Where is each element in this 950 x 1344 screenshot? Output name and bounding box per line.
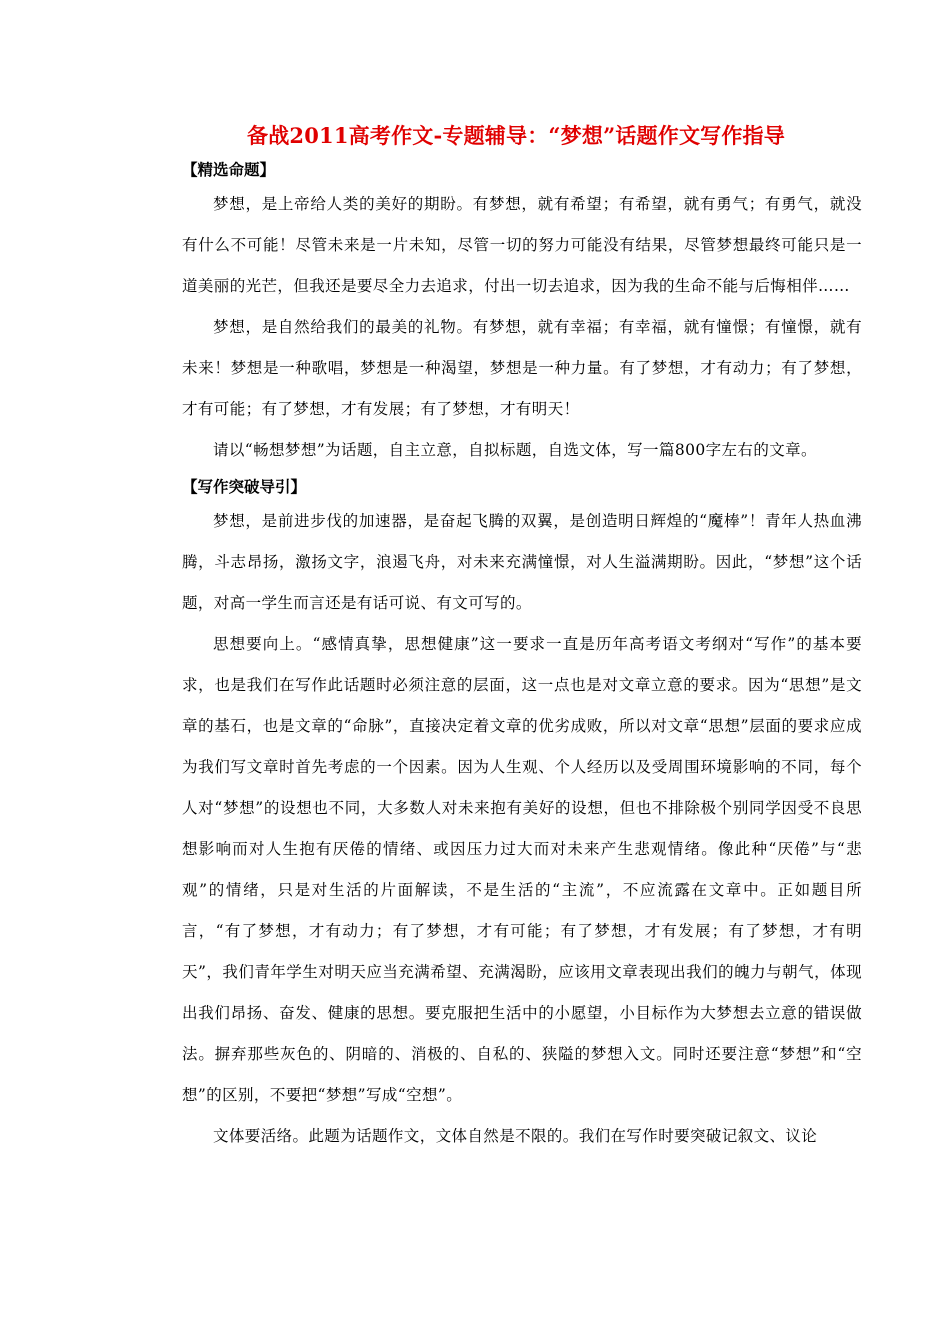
paragraph: 文体要活络。此题为话题作文，文体自然是不限的。我们在写作时要突破记叙文、议论 [213, 1127, 818, 1145]
section-heading: 【写作突破导引】 [182, 478, 307, 496]
paragraph: 梦想，是自然给我们的最美的礼物。有梦想，就有幸福；有幸福，就有憧憬；有憧憬，就有未来！梦想是一种歌唱，梦想是一种渴望，梦想是一种力量。有了梦想，才有动力；有了梦想，才有可能；有了梦想，才有发展；有了梦想，才有明天！ [182, 318, 862, 418]
document-page [182, 118, 862, 1157]
section-heading: 【精选命题】 [182, 161, 276, 179]
paragraph: 梦想，是前进步伐的加速器，是奋起飞腾的双翼，是创造明日辉煌的“魔棒”！青年人热血沸腾，斗志昂扬，激扬文字，浪遏飞舟，对未来充满憧憬，对人生溢满期盼。因此，“梦想”这个话题，对高一学生而言还是有话可说、有文可写的。 [182, 512, 862, 612]
paragraph: 梦想，是上帝给人类的美好的期盼。有梦想，就有希望；有希望，就有勇气；有勇气，就没有什么不可能！尽管未来是一片未知，尽管一切的努力可能没有结果，尽管梦想最终可能只是一道美丽的光芒，但我还是要尽全力去追求，付出一切去追求，因为我的生命不能与后悔相伴…… [182, 195, 862, 295]
paragraph: 思想要向上。“感情真挚，思想健康”这一要求一直是历年高考语文考纲对“写作”的基本要求，也是我们在写作此话题时必须注意的层面，这一点也是对文章立意的要求。因为“思想”是文章的基石，也是文章的“命脉”，直接决定着文章的优劣成败，所以对文章“思想”层面的要求应成为我们写文章时首先考虑的一个因素。因为人生观、个人经历以及受周围环境影响的不同，每个人对“梦想”的设想也不同，大多数人对未来抱有美好的设想，但也不排除极个别同学因受不良思想影响而对人生抱有厌倦的情绪、或因压力过大而对未来产生悲观情绪。像此种“厌倦”与“悲观”的情绪，只是对生活的片面解读，不是生活的“主流”，不应流露在文章中。正如题目所言，“有了梦想，才有动力；有了梦想，才有可能；有了梦想，才有发展；有了梦想，才有明天”，我们青年学生对明天应当充满希望、充满渴盼，应该用文章表现出我们的魄力与朝气，体现出我们昂扬、奋发、健康的思想。要克服把生活中的小愿望，小目标作为大梦想去立意的错误做法。摒弃那些灰色的、阴暗的、消极的、自私的、狭隘的梦想入文。同时还要注意“梦想”和“空想”的区别，不要把“梦想”写成“空想”。 [182, 635, 862, 1104]
section-writing-guide [182, 473, 862, 1157]
paragraph: 请以“畅想梦想”为话题，自主立意，自拟标题，自选文体，写一篇800字左右的文章。 [213, 441, 817, 459]
document-title: 备战2011高考作文-专题辅导：“梦想”话题作文写作指导 [247, 123, 785, 148]
section-selected-prompt [182, 156, 862, 471]
